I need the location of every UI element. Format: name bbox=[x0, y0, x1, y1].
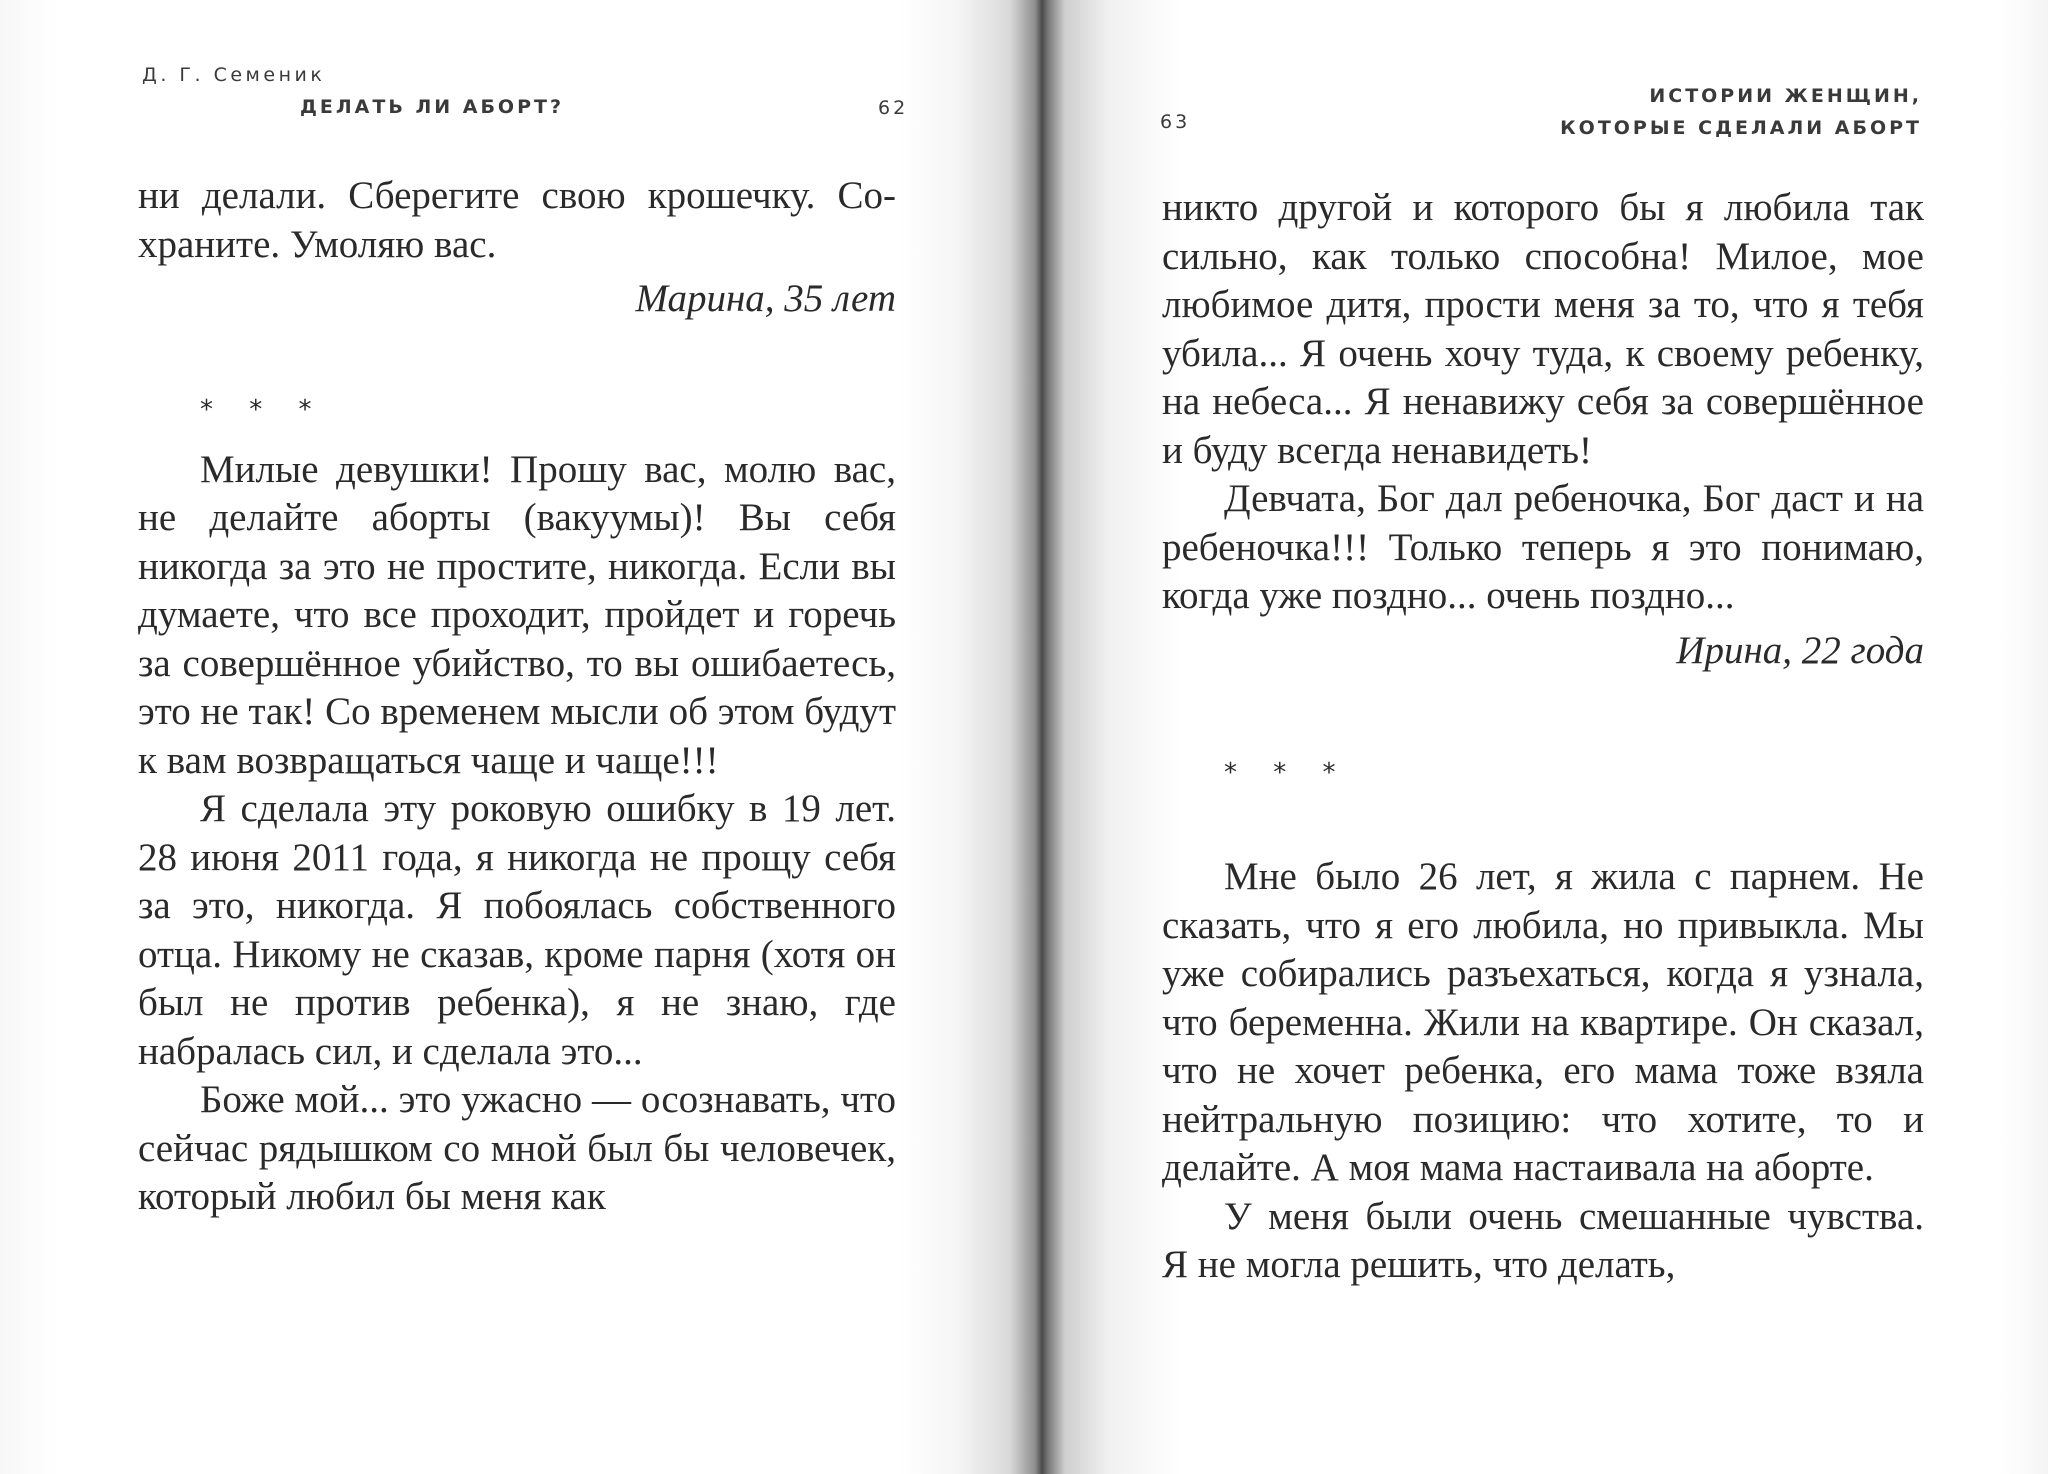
paragraph: Милые девушки! Прошу вас, молю вас, не делайте аборты (вакуумы)! Вы себя никогда за это не простите, никогда. Если вы думаете, что все проходит, пройдет и горечь за совершённое убийство, то вы ошибаетесь, это не так! Со временем мысли об этом будут к вам возвращаться чаще и чаще!!! bbox=[138, 447, 896, 782]
paragraph: ни делали. Сберегите свою крошечку. Сохраните. Умоляю вас. bbox=[138, 174, 896, 266]
paragraph: никто другой и которого бы я любила так сильно, как только способна! Милое, мое любимое дитя, прости меня за то, что я тебя убила... Я очень хочу туда, к своему ребенку, на небеса... Я ненавижу себя за совершённое и буду всегда ненавидеть! bbox=[1162, 186, 1924, 472]
paragraph: У меня были очень смешанные чувства. Я не могла решить, что делать, bbox=[1162, 1194, 1924, 1286]
page-number: 62 bbox=[878, 97, 909, 119]
section-separator: * * * bbox=[200, 394, 326, 425]
page-number: 63 bbox=[1160, 111, 1191, 133]
paragraph: Я сделала эту роковую ошибку в 19 лет. 28 июня 2011 года, я никогда не прощу себя за это, никогда. Я побоялась собственного отца. Никому не сказав, кроме парня (хотя он был не против ребенка), я не знаю, где набралась сил, и сделала это... bbox=[138, 787, 896, 1073]
paragraph: Мне было 26 лет, я жила с парнем. Не сказать, что я его любила, но привыкла. Мы уже собирались разъехаться, когда я узнала, что беременна. Жили на квартире. Он сказал, что не хочет ребенка, его мама тоже взяла нейтральную позицию: что хотите, то и делайте. А моя мама настаивала на аборте. bbox=[1162, 855, 1924, 1189]
paragraph: Девчата, Бог дал ребеночка, Бог даст и на ребеночка!!! Только теперь я это понимаю, когда уже поздно... очень поздно... bbox=[1162, 477, 1924, 617]
left-body-text bbox=[138, 172, 896, 1222]
running-head-chapter: ДЕЛАТЬ ЛИ АБОРТ? bbox=[300, 96, 564, 118]
running-head-line: ИСТОРИИ ЖЕНЩИН, bbox=[1649, 85, 1922, 107]
right-page bbox=[1050, 0, 2048, 1474]
running-head-author: Д. Г. Семеник bbox=[142, 64, 326, 86]
running-head-chapter bbox=[1560, 80, 1922, 144]
running-head-line: КОТОРЫЕ СДЕЛАЛИ АБОРТ bbox=[1560, 117, 1922, 139]
attribution: Ирина, 22 года bbox=[1676, 628, 1924, 672]
left-page bbox=[0, 0, 1020, 1474]
right-body-text bbox=[1162, 184, 1924, 1290]
paragraph: Боже мой... это ужасно — осознавать, что сейчас рядышком со мной был бы человечек, который любил бы меня как bbox=[138, 1078, 896, 1218]
section-separator: * * * bbox=[1224, 758, 1350, 788]
attribution: Марина, 35 лет bbox=[635, 277, 896, 320]
